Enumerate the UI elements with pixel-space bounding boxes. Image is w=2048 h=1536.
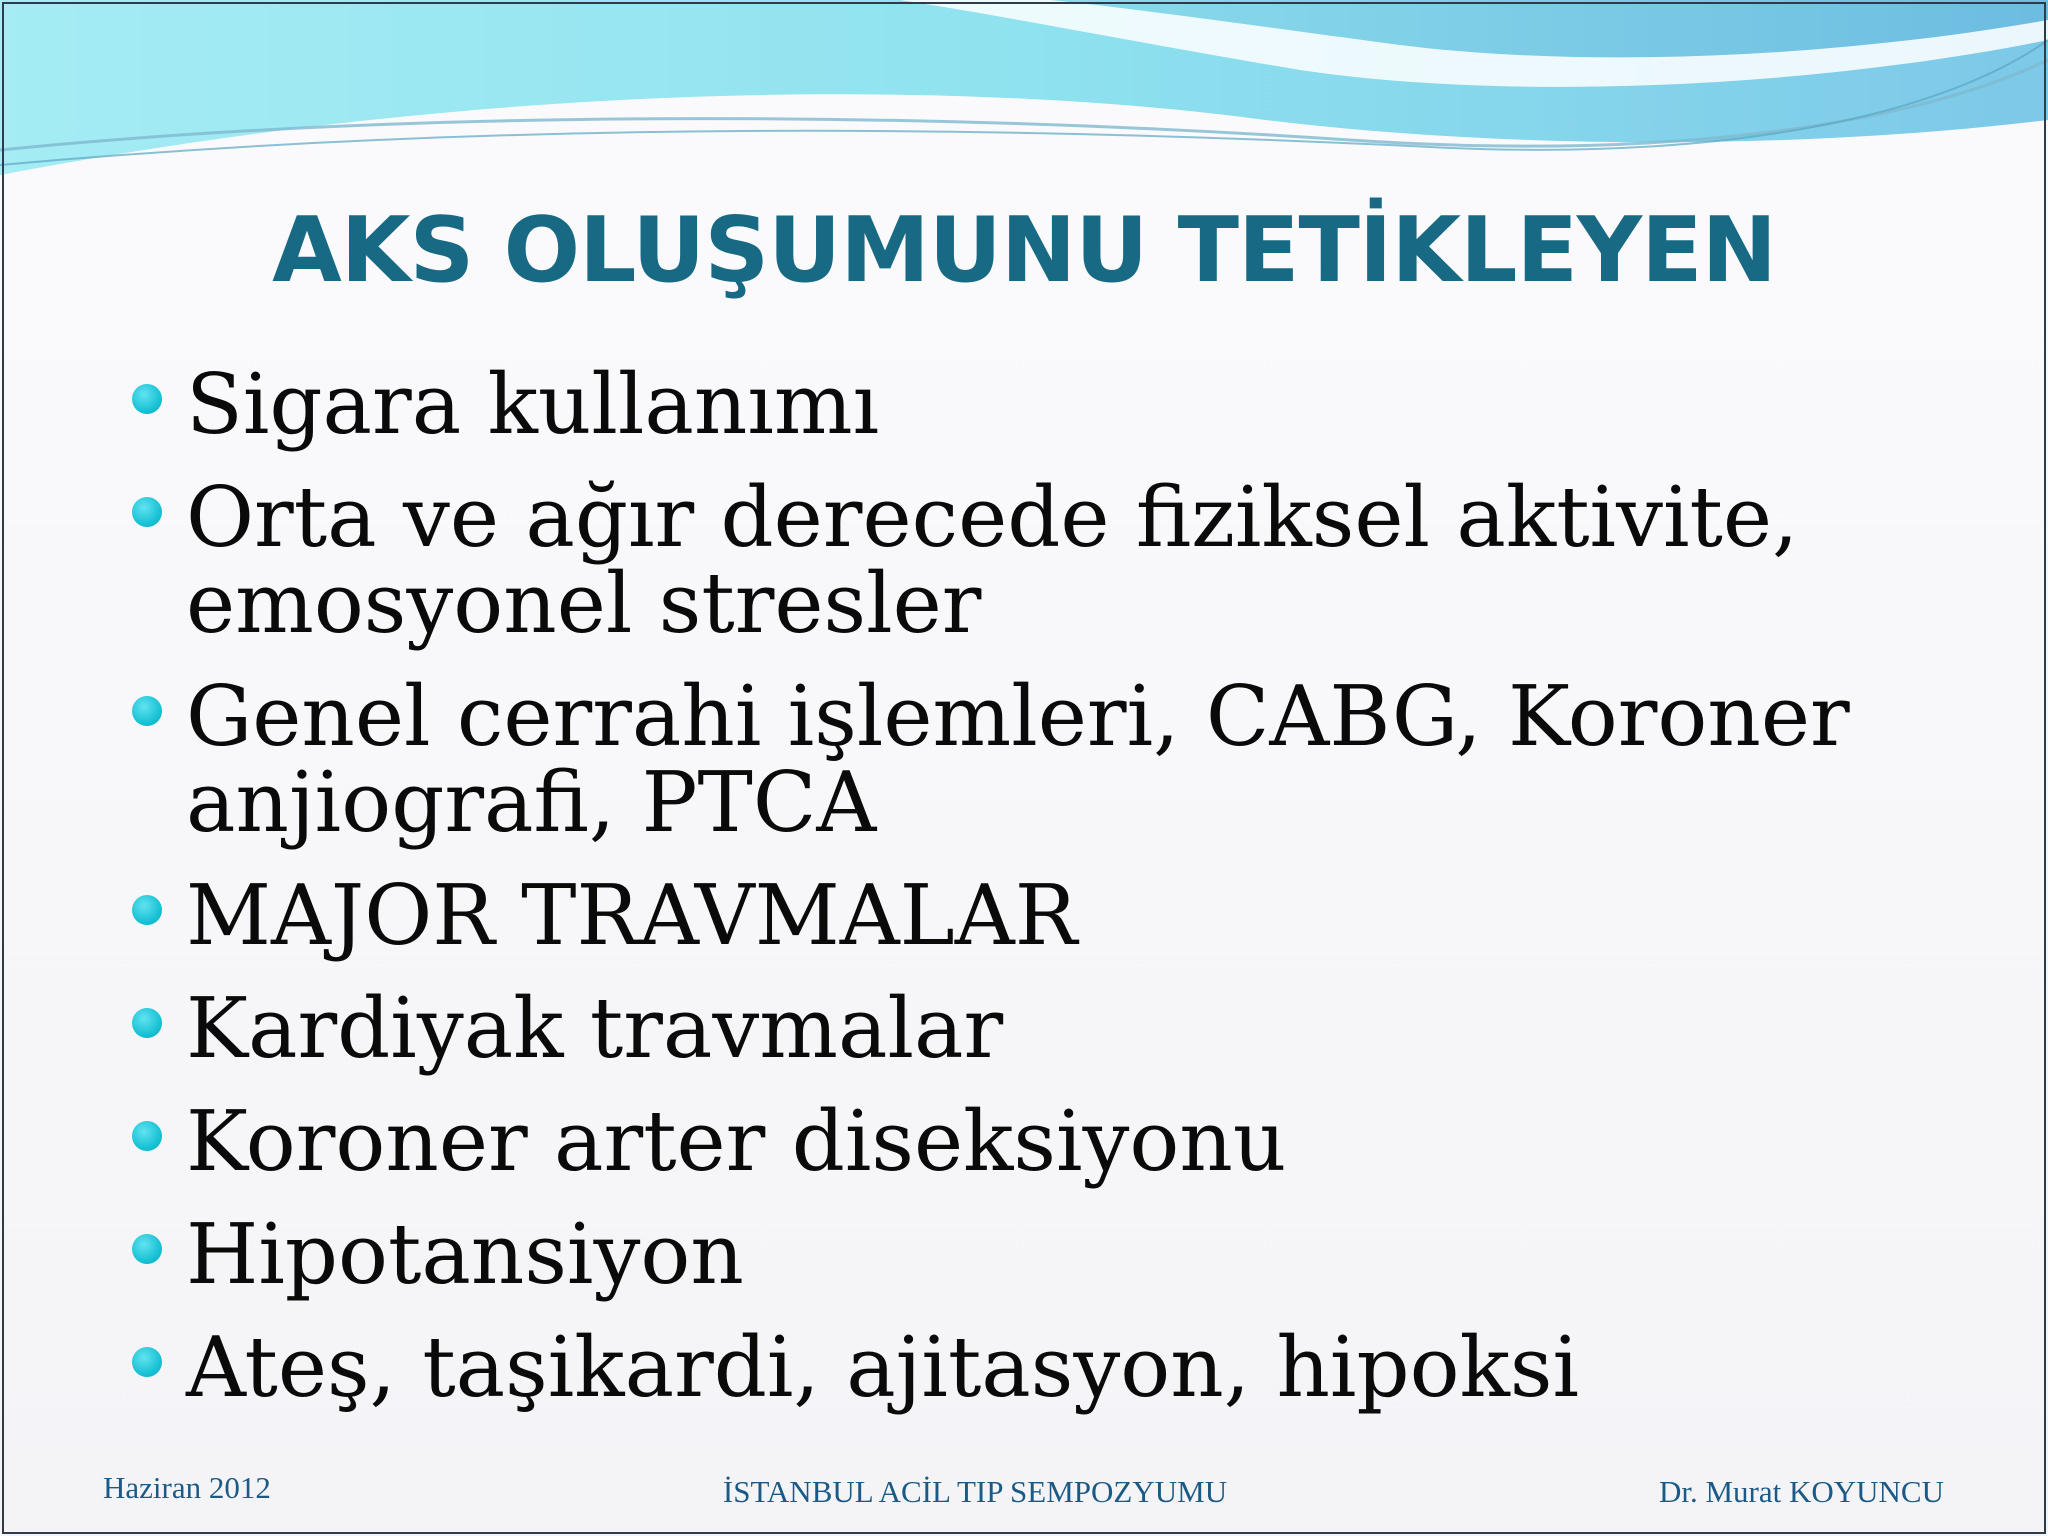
bullet-item xyxy=(130,1093,1980,1190)
bullet-dot-icon xyxy=(132,1121,162,1151)
bullet-text: Ateş, taşikardi, ajitasyon, hipoksi xyxy=(186,1319,1580,1416)
bullet-dot-icon xyxy=(132,696,162,726)
footer-author: Dr. Murat KOYUNCU xyxy=(1658,1474,1944,1509)
bullet-dot-icon xyxy=(132,384,162,414)
bullet-list xyxy=(130,356,1980,1438)
bullet-item xyxy=(130,668,1980,851)
bullet-item xyxy=(130,980,1980,1077)
slide-title: AKS OLUŞUMUNU TETİKLEYEN xyxy=(272,198,1776,303)
bullet-text: Orta ve ağır derecede fiziksel aktivite, xyxy=(186,469,1799,566)
bullet-text-continuation: anjiografi, PTCA xyxy=(186,754,877,851)
bullet-item xyxy=(130,469,1980,652)
bullet-dot-icon xyxy=(132,895,162,925)
footer-date: Haziran 2012 xyxy=(103,1470,271,1505)
bullet-dot-icon xyxy=(132,1008,162,1038)
bullet-text: Hipotansiyon xyxy=(186,1206,744,1303)
bullet-text: Koroner arter diseksiyonu xyxy=(186,1093,1287,1190)
bullet-dot-icon xyxy=(132,1234,162,1264)
bullet-dot-icon xyxy=(132,1347,162,1377)
bullet-text: MAJOR TRAVMALAR xyxy=(186,867,1078,964)
bullet-text-continuation: emosyonel stresler xyxy=(186,555,982,652)
bullet-text: Kardiyak travmalar xyxy=(186,980,1004,1077)
bullet-dot-icon xyxy=(132,497,162,527)
bullet-text: Sigara kullanımı xyxy=(186,356,880,453)
bullet-item xyxy=(130,356,1980,453)
bullet-item xyxy=(130,1319,1980,1416)
bullet-item xyxy=(130,1206,1980,1303)
bullet-item xyxy=(130,867,1980,964)
footer-event: İSTANBUL ACİL TIP SEMPOZYUMU xyxy=(722,1474,1228,1509)
bullet-text: Genel cerrahi işlemleri, CABG, Koroner xyxy=(186,668,1850,765)
